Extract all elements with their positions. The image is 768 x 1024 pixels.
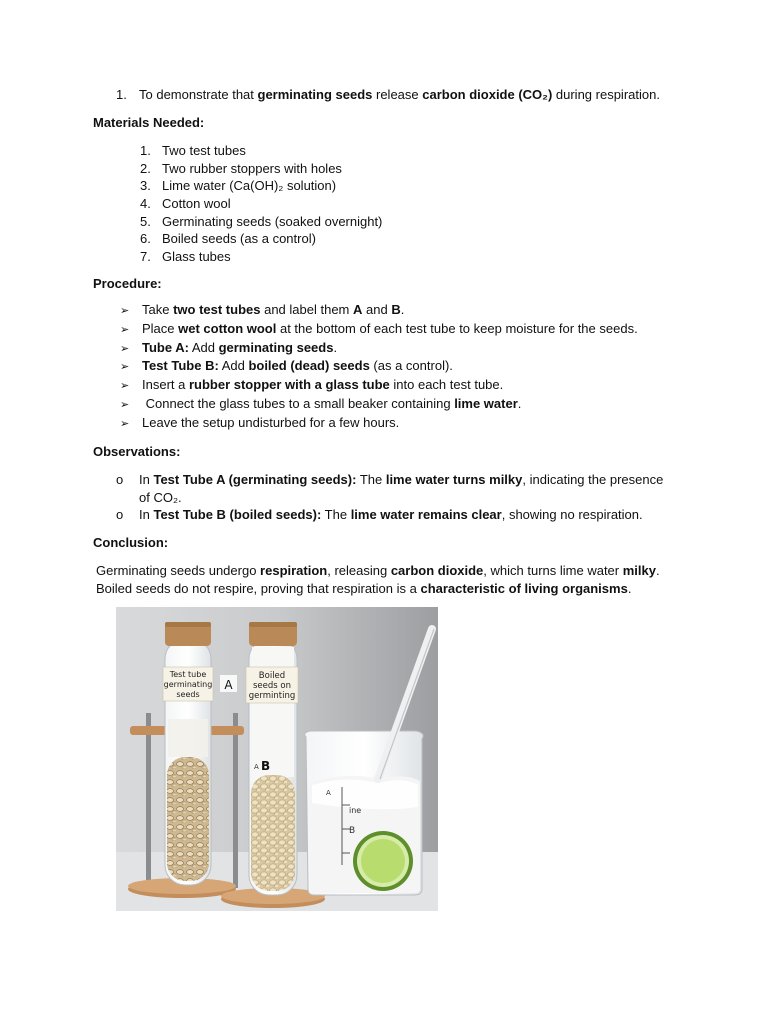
list-item: 7. Glass tubes xyxy=(140,249,231,265)
procedure-step: ➢ Connect the glass tubes to a small beaker containing lime water. xyxy=(120,395,638,414)
arrow-bullet-icon: ➢ xyxy=(120,380,130,393)
observation-item: o In Test Tube B (boiled seeds): The lime water remains clear, showing no respiration. xyxy=(116,507,643,522)
conclusion-line: Germinating seeds undergo respiration, releasing carbon dioxide, which turns lime water milky. xyxy=(96,563,660,578)
test-tube-b xyxy=(249,622,297,895)
experiment-illustration xyxy=(116,607,438,911)
svg-text:Test tube: Test tube xyxy=(169,670,207,679)
procedure-heading: Procedure: xyxy=(93,276,162,291)
svg-text:ine: ine xyxy=(349,806,362,815)
conclusion-line: Boiled seeds do not respire, proving that respiration is a characteristic of living organisms. xyxy=(96,580,632,596)
letter-a: A xyxy=(224,678,233,692)
svg-text:A: A xyxy=(326,789,331,797)
test-tube-a xyxy=(165,622,211,885)
procedure-step: ➢ Insert a rubber stopper with a glass tube into each test tube. xyxy=(120,376,638,395)
observation-item: o In Test Tube A (germinating seeds): The lime water turns milky, indicating the presence of CO₂. xyxy=(116,472,664,505)
circle-bullet-icon: o xyxy=(116,507,124,522)
arrow-bullet-icon: ➢ xyxy=(120,417,130,430)
arrow-bullet-icon: ➢ xyxy=(120,398,130,411)
conclusion-text xyxy=(96,562,696,597)
procedure-step: ➢ Tube A: Add germinating seeds. xyxy=(120,339,638,358)
materials-heading: Materials Needed: xyxy=(93,115,205,130)
svg-text:Boiled: Boiled xyxy=(258,671,286,681)
list-item: 3. Lime water (Ca(OH)₂ solution) xyxy=(140,178,337,194)
procedure-step: ➢ Leave the setup undisturbed for a few hours. xyxy=(120,414,638,433)
svg-text:seeds on: seeds on xyxy=(252,681,292,691)
svg-text:B: B xyxy=(349,826,356,836)
tube-b-label xyxy=(246,667,298,703)
conclusion-heading: Conclusion: xyxy=(93,535,169,550)
procedure-step: ➢ Place wet cotton wool at the bottom of each test tube to keep moisture for the seeds. xyxy=(120,320,638,339)
list-item: 2. Two rubber stoppers with holes xyxy=(140,160,342,176)
aim-statement: 1. To demonstrate that germinating seeds release carbon dioxide (CO₂) during respiration. xyxy=(116,87,660,102)
list-item: 5. Germinating seeds (soaked overnight) xyxy=(140,213,383,229)
svg-text:germinating: germinating xyxy=(163,680,213,689)
svg-text:seeds: seeds xyxy=(176,690,200,699)
arrow-bullet-icon: ➢ xyxy=(120,342,130,355)
aim-number: 1. xyxy=(116,87,127,102)
svg-text:germinting: germinting xyxy=(248,691,296,701)
procedure-step: ➢ Take two test tubes and label them A and B. xyxy=(120,301,638,320)
small-letter-a: A xyxy=(254,763,259,771)
tube-a-label xyxy=(163,667,213,701)
list-item: 4. Cotton wool xyxy=(140,196,231,212)
procedure-step: ➢ Test Tube B: Add boiled (dead) seeds (as a control). xyxy=(120,357,638,376)
lime-slice-icon xyxy=(353,831,413,891)
materials-list xyxy=(140,142,382,266)
list-item: 1. Two test tubes xyxy=(140,143,246,158)
list-item: 6. Boiled seeds (as a control) xyxy=(140,231,316,247)
observations-list xyxy=(116,471,666,524)
arrow-bullet-icon: ➢ xyxy=(120,305,130,317)
arrow-bullet-icon: ➢ xyxy=(120,323,130,336)
circle-bullet-icon: o xyxy=(116,472,124,487)
procedure-list xyxy=(120,301,638,433)
observations-heading: Observations: xyxy=(93,444,181,459)
letter-b: B xyxy=(261,759,271,773)
arrow-bullet-icon: ➢ xyxy=(120,361,130,374)
